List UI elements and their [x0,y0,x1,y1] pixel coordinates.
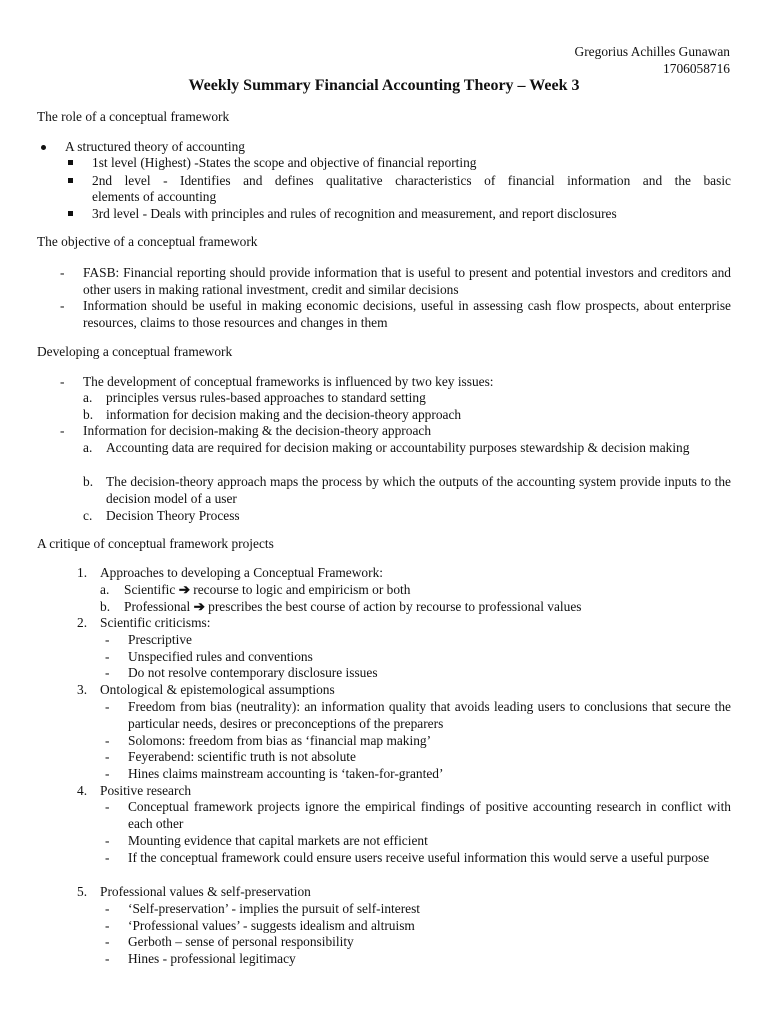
alpha-marker: b. [83,474,94,489]
dash-marker: - [105,918,110,933]
section-heading-role: The role of a conceptual framework [37,109,230,124]
dash-marker: - [60,265,65,280]
dash-marker: - [60,374,65,389]
page-title: Weekly Summary Financial Accounting Theory – Week 3 [188,77,580,94]
developing-item-2b: The decision-theory approach maps the process by which the outputs of the accounting system provide inputs to the decision model of a user [106,474,731,506]
section-heading-critique: A critique of conceptual framework projects [37,536,274,551]
number-marker: 2. [77,615,88,630]
dash-marker: - [105,901,110,916]
critique-point-3-sub: Freedom from bias (neutrality): an information quality that avoids leading users to conclusions that secure the particular needs, desires or preconceptions of the preparers [128,699,731,731]
level-3-text: 3rd level - Deals with principles and rules of recognition and measurement, and report disclosures [92,206,617,221]
critique-point-4: Positive research [100,783,192,798]
alpha-marker: a. [100,582,110,597]
arrow-right-icon: ➔ [193,599,205,614]
dash-marker: - [105,749,110,764]
dash-marker: - [105,699,110,714]
critique-point-5-sub: Gerboth – sense of personal responsibility [128,934,354,949]
critique-point-2: Scientific criticisms: [100,615,211,630]
dash-marker: - [60,423,65,438]
student-id: 1706058716 [663,61,730,76]
scientific-term: Scientific [124,582,176,597]
number-marker: 4. [77,783,88,798]
critique-point-3: Ontological & epistemological assumptions [100,682,335,697]
critique-point-4-sub: Conceptual framework projects ignore the empirical findings of positive accounting research in conflict with each other [128,799,731,831]
scientific-desc: recourse to logic and empiricism or both [193,582,411,597]
dash-marker: - [105,665,110,680]
critique-point-1b [124,599,581,616]
critique-point-3-sub: Solomons: freedom from bias as ‘financial map making’ [128,733,432,748]
critique-point-4-sub: If the conceptual framework could ensure users receive useful information this would serve a useful purpose [128,850,710,865]
dash-marker: - [105,799,110,814]
critique-point-5-sub: ‘Professional values’ - suggests idealism and altruism [128,918,415,933]
critique-point-5: Professional values & self-preservation [100,884,311,899]
alpha-marker: b. [83,407,94,422]
developing-item-1: The development of conceptual frameworks is influenced by two key issues: [83,374,494,389]
level-2-text-cont: elements of accounting [92,189,217,204]
critique-point-5-sub: Hines - professional legitimacy [128,951,296,966]
level-1-text: 1st level (Highest) -States the scope and objective of financial reporting [92,155,477,170]
dash-marker: - [105,951,110,966]
number-marker: 3. [77,682,88,697]
developing-item-1b: information for decision making and the decision-theory approach [106,407,462,422]
bullet-structured-theory: A structured theory of accounting [65,139,245,154]
number-marker: 5. [77,884,88,899]
level-2-text: 2nd level - Identifies and defines qualitative characteristics of financial information and the basic [92,173,731,188]
developing-item-2: Information for decision-making & the decision-theory approach [83,423,432,438]
square-bullet [68,178,73,183]
objective-item-useful-info: Information should be useful in making economic decisions, useful in assessing cash flow prospects, about enterprise resources, claims to those resources and changes in them [83,298,731,330]
dash-marker: - [105,733,110,748]
alpha-marker: a. [83,440,93,455]
bullet-dot [41,145,46,150]
dash-marker: - [105,850,110,865]
objective-item-fasb: FASB: Financial reporting should provide information that is useful to present and potential investors and creditors and other users in making rational investment, credit and similar decisions [83,265,731,297]
dash-marker: - [105,833,110,848]
critique-point-1: Approaches to developing a Conceptual Framework: [100,565,383,580]
dash-marker: - [105,632,110,647]
critique-point-1a [124,582,410,599]
critique-point-3-sub: Feyerabend: scientific truth is not absolute [128,749,356,764]
developing-item-1a: principles versus rules-based approaches to standard setting [106,390,426,405]
dash-marker: - [105,766,110,781]
critique-point-2-sub: Unspecified rules and conventions [128,649,313,664]
dash-marker: - [60,298,65,313]
critique-point-2-sub: Do not resolve contemporary disclosure issues [128,665,378,680]
square-bullet [68,160,73,165]
developing-item-2a: Accounting data are required for decision making or accountability purposes stewardship & decision making [106,440,690,455]
dash-marker: - [105,934,110,949]
square-bullet [68,211,73,216]
alpha-marker: a. [83,390,93,405]
arrow-right-icon: ➔ [178,582,190,597]
section-heading-objective: The objective of a conceptual framework [37,234,258,249]
section-heading-developing: Developing a conceptual framework [37,344,233,359]
critique-point-3-sub: Hines claims mainstream accounting is ‘taken-for-granted’ [128,766,444,781]
critique-point-2-sub: Prescriptive [128,632,192,647]
critique-point-5-sub: ‘Self-preservation’ - implies the pursuit of self-interest [128,901,421,916]
dash-marker: - [105,649,110,664]
alpha-marker: b. [100,599,111,614]
author-name: Gregorius Achilles Gunawan [574,44,730,59]
developing-item-2c: Decision Theory Process [106,508,240,523]
critique-point-4-sub: Mounting evidence that capital markets are not efficient [128,833,428,848]
professional-term: Professional [124,599,191,614]
professional-desc: prescribes the best course of action by recourse to professional values [208,599,582,614]
alpha-marker: c. [83,508,93,523]
number-marker: 1. [77,565,88,580]
